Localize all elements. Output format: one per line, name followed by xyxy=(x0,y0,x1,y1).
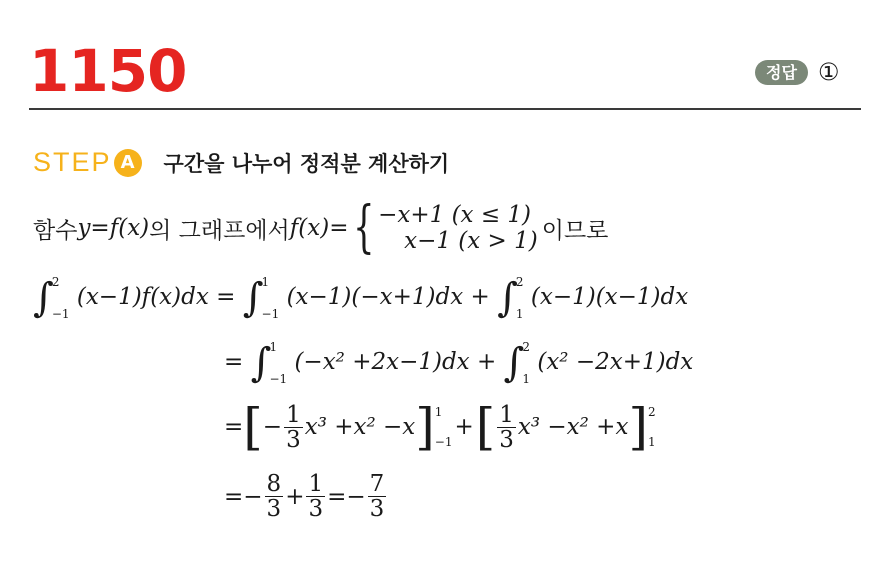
step-heading xyxy=(33,147,449,178)
lower-limit: 1 xyxy=(515,307,524,321)
numerator: 1 xyxy=(286,401,301,428)
header-divider xyxy=(29,108,861,110)
answer-value: ① xyxy=(817,58,840,86)
equation-line-3 xyxy=(224,398,656,456)
equation-line-2 xyxy=(224,340,693,386)
piecewise-cases xyxy=(378,202,538,254)
intro-mid: 의 그래프에서 xyxy=(149,217,290,244)
eval-limits-1 xyxy=(435,405,453,449)
numerator: 8 xyxy=(266,471,282,497)
integral-1 xyxy=(33,275,70,321)
equation-line-4 xyxy=(224,472,388,521)
cases-brace: { xyxy=(353,195,375,260)
intro-line xyxy=(33,195,609,260)
integral-sign: ∫ xyxy=(33,275,54,321)
step-word: STEP xyxy=(33,147,112,177)
left-bracket: [ xyxy=(243,398,263,456)
answer-badge: 정답 xyxy=(755,60,808,85)
intro-prefix: 함수 xyxy=(33,217,78,244)
case-1: −x+1 (x ≤ 1) xyxy=(378,202,532,228)
upper-limit: 2 xyxy=(647,405,656,419)
fraction-7-3 xyxy=(368,472,387,521)
integrand-2: (x−1)(−x+1)dx + xyxy=(286,284,490,310)
denominator: 3 xyxy=(499,426,514,453)
equals-minus: =− xyxy=(327,483,366,510)
intro-suffix: 이므로 xyxy=(541,217,609,244)
integrand-3: (x−1)(x−1)dx xyxy=(530,284,689,310)
integral-sign: ∫ xyxy=(242,275,264,321)
left-bracket: [ xyxy=(475,398,496,456)
fraction-2 xyxy=(497,403,516,452)
fraction-1 xyxy=(284,403,303,452)
case-2: x−1 (x > 1) xyxy=(404,228,538,254)
numerator: 1 xyxy=(499,401,514,428)
denominator: 3 xyxy=(266,496,282,522)
lower-limit: −1 xyxy=(269,372,288,386)
lower-limit: −1 xyxy=(434,435,453,449)
integral-sign: ∫ xyxy=(250,340,272,386)
equals-minus: =− xyxy=(224,483,263,510)
upper-limit: 2 xyxy=(515,275,524,289)
fraction-1-3 xyxy=(306,472,325,521)
integrand-5: (x² −2x+1)dx xyxy=(537,349,694,375)
minus-sign: − xyxy=(262,414,283,440)
antiderivative-1: x³ +x² −x xyxy=(304,414,416,440)
lower-limit: −1 xyxy=(261,307,280,321)
lower-limit: 1 xyxy=(647,435,656,449)
eval-limits-2 xyxy=(648,405,656,449)
antiderivative-2: x³ −x² +x xyxy=(517,414,629,440)
numerator: 7 xyxy=(369,471,385,497)
step-letter-badge: A xyxy=(114,149,142,177)
plus-sign: + xyxy=(285,483,305,510)
integral-2 xyxy=(243,275,280,321)
denominator: 3 xyxy=(369,496,385,522)
integrand-4: (−x² +2x−1)dx + xyxy=(294,349,497,375)
fraction-8-3 xyxy=(265,472,284,521)
problem-number: 1150 xyxy=(29,37,187,105)
upper-limit: 2 xyxy=(522,340,531,354)
upper-limit: 1 xyxy=(269,340,278,354)
denominator: 3 xyxy=(286,426,301,453)
right-bracket: ] xyxy=(415,398,435,456)
lower-limit: −1 xyxy=(51,307,70,321)
lower-limit: 1 xyxy=(522,372,531,386)
integral-sign: ∫ xyxy=(503,340,525,386)
integral-5 xyxy=(504,340,530,386)
integral-4 xyxy=(251,340,288,386)
integrand-1: (x−1)f(x)dx = xyxy=(76,284,236,310)
intro-fx: f(x)= xyxy=(289,215,349,241)
upper-limit: 1 xyxy=(434,405,443,419)
step-title: 구간을 나누어 정적분 계산하기 xyxy=(163,151,450,176)
right-bracket: ] xyxy=(628,398,648,456)
upper-limit: 1 xyxy=(261,275,270,289)
equals-sign: = xyxy=(224,414,244,440)
denominator: 3 xyxy=(308,496,324,522)
answer-block xyxy=(755,60,839,85)
integral-sign: ∫ xyxy=(497,275,518,321)
numerator: 1 xyxy=(308,471,324,497)
equals-sign: = xyxy=(224,349,244,375)
upper-limit: 2 xyxy=(51,275,60,289)
integral-3 xyxy=(497,275,523,321)
equation-line-1 xyxy=(33,275,688,321)
intro-function: y=f(x) xyxy=(77,215,150,241)
plus-sign: + xyxy=(454,414,474,440)
